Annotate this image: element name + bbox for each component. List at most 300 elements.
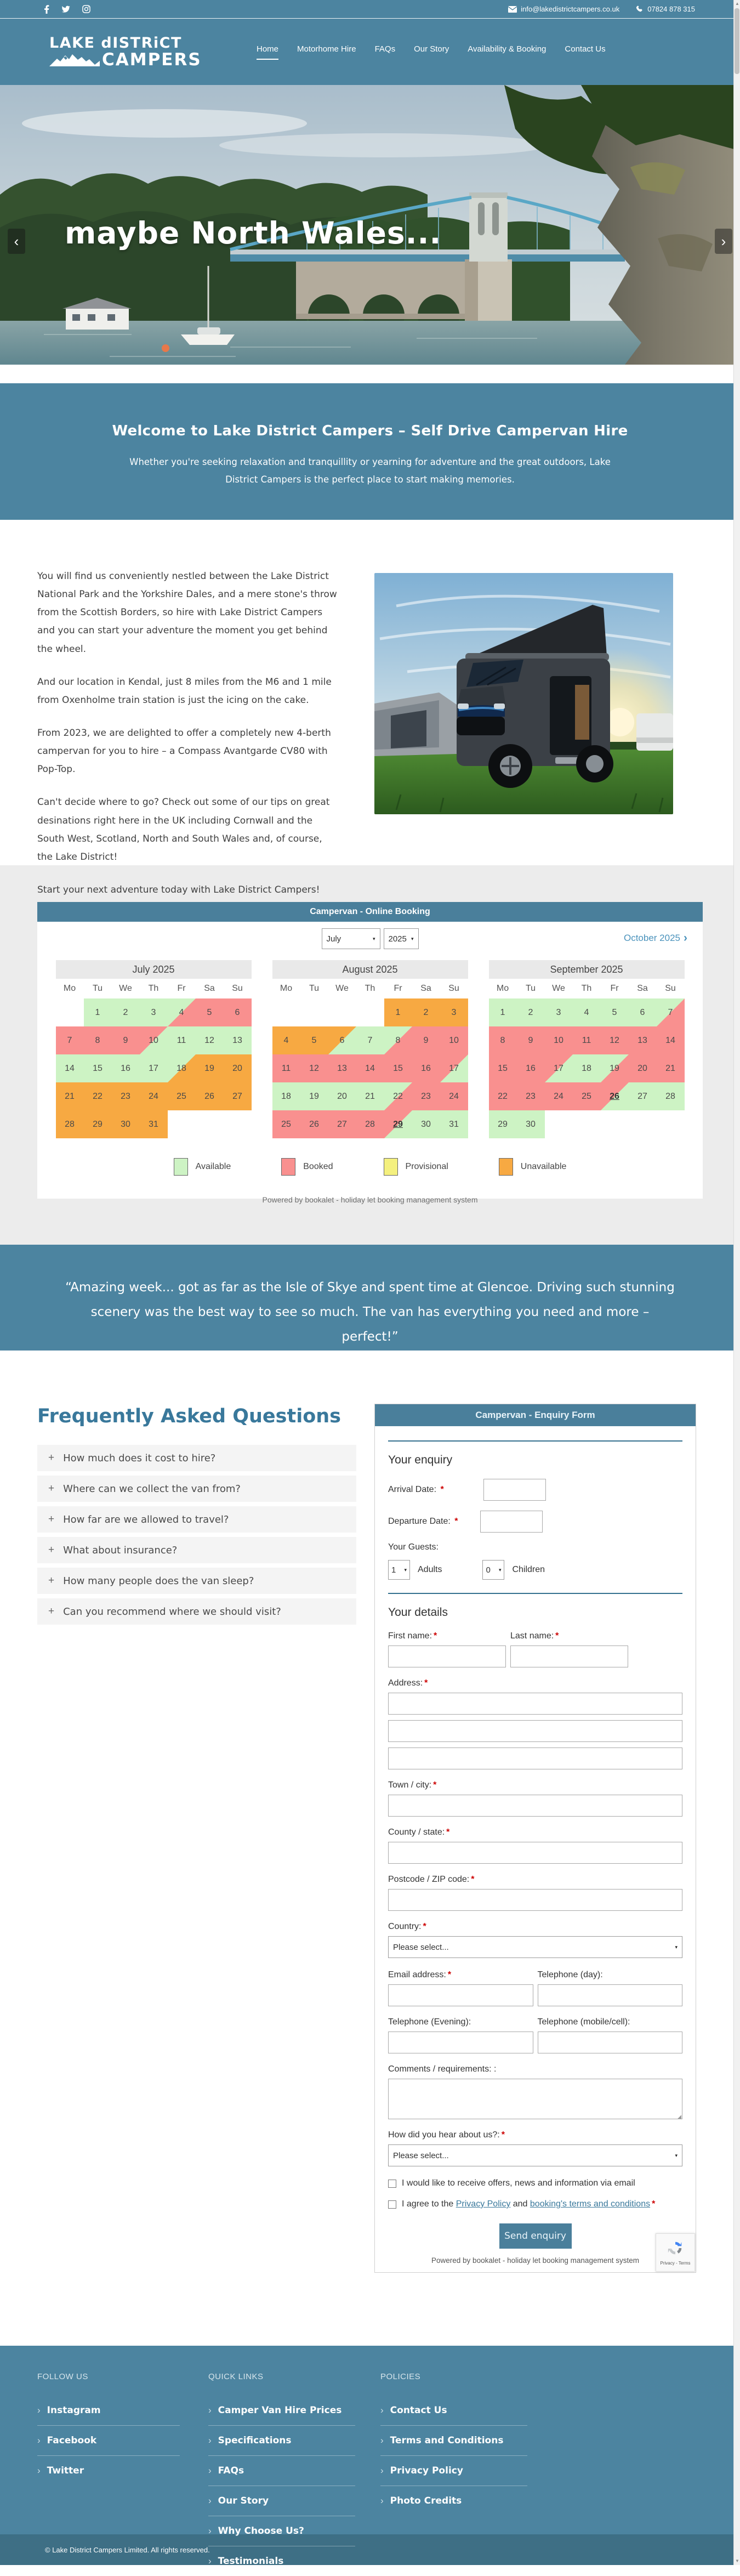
booking-widget [37,902,703,1204]
calendar-day-9: 9 [112,1026,140,1054]
legend-swatch-booked [281,1158,295,1176]
scrollbar-thumb[interactable] [735,8,739,74]
envelope-icon [508,6,517,13]
footer-link-label: Privacy Policy [390,2465,463,2476]
calendar-day-11: 11 [272,1054,300,1082]
footer-column-policies [380,2372,527,2534]
calendar-day-30: 30 [112,1110,140,1138]
day-header: Sa [420,984,431,993]
calendar-day-20: 20 [224,1054,252,1082]
day-header: Tu [525,984,536,993]
calendar-day-19: 19 [300,1082,328,1110]
chevron-right-icon: › [37,2465,41,2476]
hero-prev-button[interactable] [8,229,25,254]
children-label: Children [512,1565,545,1574]
faq-item[interactable] [37,1568,356,1594]
calendar-day-headers [56,979,252,998]
calendar-day-18: 18 [168,1054,196,1082]
phone-icon [636,5,644,13]
footer-bottom-bar [0,2534,740,2565]
last-name-label: Last name: * [510,1631,559,1641]
send-enquiry-button[interactable]: Send enquiry [499,2223,572,2249]
calendar-day-22: 22 [84,1082,112,1110]
day-header: Su [665,984,676,993]
day-header: Fr [610,984,619,993]
mountain-icon [49,52,100,69]
day-header: Mo [280,984,293,993]
calendar-day-2: 2 [112,998,140,1026]
legend-label: Unavailable [520,1162,567,1171]
form-powered-by-text: Powered by bookalet - holiday let booking management system [431,2256,639,2265]
plus-icon: + [48,1452,55,1463]
footer-column-follow-us [37,2372,180,2534]
email-label: Email address: * [388,1970,452,1979]
calendar-day-4: 4 [168,998,196,1026]
calendar-day-30: 30 [517,1110,545,1138]
footer-link-why-choose-us-[interactable] [208,2516,355,2546]
scrollbar-down-arrow[interactable]: ▼ [735,2558,739,2563]
plus-icon: + [48,1483,55,1494]
calendar-month-title: September 2025 [489,960,685,979]
calendar-day-28: 28 [657,1082,685,1110]
calendar-day-8: 8 [84,1026,112,1054]
calendar-day-6: 6 [328,1026,356,1054]
calendar-day-empty [196,1110,224,1138]
faq-heading: Frequently Asked Questions [37,1405,341,1427]
logo-line2: CAMPERS [102,49,202,70]
social-links [44,5,90,14]
footer-link-our-story[interactable] [208,2486,355,2516]
chevron-right-icon: › [208,2435,212,2446]
day-header: Su [448,984,459,993]
instagram-icon[interactable] [82,5,90,13]
footer-link-camper-van-hire-prices[interactable] [208,2396,355,2425]
testimonial-section [0,1245,740,1351]
faq-item[interactable] [37,1476,356,1502]
calendar-day-29: 29 [489,1110,517,1138]
calendar-day-25: 25 [272,1110,300,1138]
calendar-day-30: 30 [412,1110,440,1138]
faq-and-enquiry-section [0,1351,740,2346]
month-select[interactable] [322,928,380,949]
address-label: Address: * [388,1678,428,1688]
adults-select[interactable]: 1 ▾ [388,1560,410,1580]
legend-item-provisional [384,1158,448,1176]
address-line3-input[interactable] [388,1747,682,1769]
calendar-day-empty [545,1110,573,1138]
calendar-day-22: 22 [384,1082,412,1110]
calendar-day-empty [601,1110,629,1138]
hear-about-label: How did you hear about us?: * [388,2130,505,2140]
section-your-enquiry: Your enquiry [388,1454,453,1466]
chevron-right-icon: › [684,932,687,944]
copyright-text: © Lake District Campers Limited. All rights reserved. [45,2545,210,2554]
calendar-day-17: 17 [440,1054,468,1082]
about-paragraph: Can't decide where to go? Check out some of our tips on great desinations right here in the UK including Cornwall and the South West, Scotland, North and South Wales and, of course, the Lake District! [37,797,330,863]
footer-link-label: Twitter [47,2465,84,2476]
footer-link-photo-credits[interactable] [380,2486,527,2516]
last-name-input[interactable] [510,1646,628,1667]
nav-item-motorhome-hire[interactable]: Motorhome Hire [297,44,356,54]
calendar-day-25: 25 [573,1082,601,1110]
day-header: Sa [204,984,215,993]
chevron-down-icon: ▾ [675,2152,678,2158]
postcode-input[interactable] [388,1889,682,1911]
calendar-day-18: 18 [573,1054,601,1082]
agree-checkbox-label: I agree to the Privacy Policy and booking's terms and conditions * [402,2199,656,2209]
telephone-mobile-input[interactable] [538,2032,683,2053]
faq-item[interactable] [37,1598,356,1625]
comments-textarea[interactable] [388,2079,682,2119]
hero-next-button[interactable] [715,229,732,254]
calendar-day-2: 2 [412,998,440,1026]
footer-column-heading: FOLLOW US [37,2372,88,2381]
calendar-day-27: 27 [224,1082,252,1110]
calendar-day-20: 20 [629,1054,657,1082]
plus-icon: + [48,1544,55,1556]
calendar-day-empty [356,998,384,1026]
calendar-day-5: 5 [300,1026,328,1054]
children-select[interactable]: 0 ▾ [482,1560,504,1580]
departure-date-label: Departure Date: * [388,1517,458,1526]
faq-question-text: How far are we allowed to travel? [63,1513,229,1525]
chevron-right-icon: › [380,2435,384,2446]
calendar-day-31: 31 [440,1110,468,1138]
year-select-value: 2025 [388,934,407,944]
campervan-photo [374,573,673,814]
calendar-day-12: 12 [601,1026,629,1054]
calendar-day-17: 17 [140,1054,168,1082]
legend-item-available [174,1158,231,1176]
calendar-day-23: 23 [517,1082,545,1110]
powered-by-text: Powered by bookalet - holiday let booking management system [262,1195,478,1204]
footer-link-facebook[interactable] [37,2425,180,2455]
email-input[interactable] [388,1984,533,2006]
footer-link-testimonials[interactable] [208,2546,355,2576]
calendar-day-24: 24 [140,1082,168,1110]
calendar-day-26: 26 [196,1082,224,1110]
chevron-right-icon: › [380,2495,384,2506]
footer-link-label: Specifications [218,2435,292,2446]
comments-label: Comments / requirements: : [388,2064,497,2074]
email-link[interactable] [508,5,619,13]
booking-title: Campervan - Online Booking [37,902,703,922]
calendar-day-24: 24 [440,1082,468,1110]
chevron-right-icon: › [721,232,726,249]
telephone-mobile-label: Telephone (mobile/cell): [537,2017,630,2027]
calendar-day-6: 6 [224,998,252,1026]
legend-swatch-provisional [384,1158,398,1176]
calendar-day-15: 15 [84,1054,112,1082]
faq-question-text: Where can we collect the van from? [63,1483,241,1495]
calendar-day-16: 16 [412,1054,440,1082]
enquiry-form-title: Campervan - Enquiry Form [375,1404,696,1426]
about-paragraph: You will find us conveniently nestled between the Lake District National Park and the Yorkshire Dales, and a mere stone's throw from the Scottish Borders, so hire with Lake District Campers and you can start your adventure the moment you get behind the wheel. [37,571,337,655]
faq-item[interactable] [37,1445,356,1471]
legend-label: Available [195,1162,231,1171]
calendar-day-14: 14 [356,1054,384,1082]
telephone-evening-input[interactable] [388,2032,533,2053]
chevron-down-icon: ▾ [411,935,414,941]
calendar-day-28: 28 [356,1110,384,1138]
day-header: We [119,984,132,993]
recaptcha-badge[interactable] [656,2233,695,2272]
main-nav [0,19,740,85]
faq-question-text: What about insurance? [63,1544,178,1556]
site-logo[interactable] [49,36,208,69]
legend-label: Provisional [405,1162,448,1171]
calendar-day-25: 25 [168,1082,196,1110]
calendar-day-empty [629,1110,657,1138]
email-text: info@lakedistrictcampers.co.uk [521,5,620,13]
footer-link-privacy-policy[interactable] [380,2455,527,2486]
chevron-right-icon: › [208,2495,212,2506]
county-input[interactable] [388,1842,682,1864]
calendar-day-10: 10 [140,1026,168,1054]
availability-calendars [37,960,703,1138]
offers-checkbox[interactable] [388,2180,396,2188]
calendar-grid [272,998,468,1138]
nav-item-home[interactable]: Home [257,44,278,60]
footer-column-heading: POLICIES [380,2372,421,2381]
next-months-link[interactable] [624,932,687,945]
calendar-day-13: 13 [629,1026,657,1054]
day-header: Fr [177,984,186,993]
faq-question-text: How many people does the van sleep? [63,1575,254,1587]
day-header: Sa [637,984,648,993]
calendar-day-empty [224,1110,252,1138]
legend-swatch-unavailable [499,1158,513,1176]
calendar-day-3: 3 [140,998,168,1026]
chevron-down-icon: ▾ [372,935,375,941]
faq-item[interactable] [37,1537,356,1563]
phone-text: 07824 878 315 [647,5,695,13]
calendar-day-22: 22 [489,1082,517,1110]
calendar-day-1: 1 [84,998,112,1026]
section-your-details: Your details [388,1606,448,1619]
chevron-right-icon: › [208,2465,212,2476]
calendar-day-8: 8 [384,1026,412,1054]
postcode-label: Postcode / ZIP code: * [388,1875,475,1884]
calendar-day-13: 13 [224,1026,252,1054]
calendar-day-19: 19 [601,1054,629,1082]
calendar-day-26: 26 [601,1082,629,1110]
about-paragraph: And our location in Kendal, just 8 miles from the M6 and 1 mile from Oxenholme train station is just the icing on the cake. [37,676,332,706]
calendar-day-15: 15 [489,1054,517,1082]
calendar-day-3: 3 [545,998,573,1026]
arrival-date-label: Arrival Date: * [388,1485,444,1494]
calendar-day-1: 1 [384,998,412,1026]
faq-question-text: How much does it cost to hire? [63,1452,216,1464]
country-select[interactable]: Please select... ▾ [388,1936,682,1958]
day-header: We [552,984,565,993]
footer-link-specifications[interactable] [208,2425,355,2455]
calendar-day-15: 15 [384,1054,412,1082]
day-header: Tu [309,984,320,993]
footer-link-label: Why Choose Us? [218,2526,304,2537]
privacy-policy-link[interactable]: Privacy Policy [456,2199,511,2209]
footer-link-faqs[interactable] [208,2455,355,2486]
chevron-right-icon: › [208,2556,212,2566]
testimonial-text: “Amazing week... got as far as the Isle of Skye and spent time at Glencoe. Driving such stunning scenery was the best way to see so much. The van has everything you need and more – perfect!” [65,1280,675,1344]
footer-link-label: Terms and Conditions [390,2435,504,2446]
chevron-down-icon: ▾ [498,1567,502,1573]
legend-label: Booked [303,1162,333,1171]
calendar-day-14: 14 [657,1026,685,1054]
calendar-day-11: 11 [573,1026,601,1054]
calendar-day-empty [328,998,356,1026]
arrival-date-input[interactable] [483,1479,546,1501]
welcome-section [0,383,740,520]
terms-link[interactable]: booking's terms and conditions [530,2199,651,2209]
guests-label: Your Guests: [388,1542,439,1552]
calendar-day-empty [300,998,328,1026]
calendar-day-9: 9 [412,1026,440,1054]
calendar-day-16: 16 [112,1054,140,1082]
hero-caption: maybe North Wales... [65,215,442,251]
address-line1-input[interactable] [388,1693,682,1715]
calendar-day-empty [272,998,300,1026]
calendar-day-12: 12 [300,1054,328,1082]
calendar-day-3: 3 [440,998,468,1026]
footer-link-label: Camper Van Hire Prices [218,2405,342,2416]
calendar-august-2025 [272,960,468,1138]
calendar-day-9: 9 [517,1026,545,1054]
contact-info [508,5,695,13]
calendar-day-headers [272,979,468,998]
recaptcha-icon [667,2240,684,2259]
calendar-legend [37,1158,703,1176]
calendar-day-11: 11 [168,1026,196,1054]
footer-link-terms-and-conditions[interactable] [380,2425,527,2455]
footer-link-label: FAQs [218,2465,244,2476]
telephone-day-label: Telephone (day): [537,1970,603,1979]
chevron-right-icon: › [37,2405,41,2415]
calendar-july-2025 [56,960,252,1138]
town-input[interactable] [388,1795,682,1817]
about-text [37,520,340,895]
calendar-day-23: 23 [412,1082,440,1110]
hero-slider [0,85,740,365]
nav-item-our-story[interactable]: Our Story [414,44,449,54]
first-name-input[interactable] [388,1646,506,1667]
address-line2-input[interactable] [388,1720,682,1742]
calendar-day-21: 21 [356,1082,384,1110]
chevron-left-icon: ‹ [14,232,19,249]
calendar-day-2: 2 [517,998,545,1026]
plus-icon: + [48,1605,55,1617]
calendar-day-empty [573,1110,601,1138]
calendar-day-28: 28 [56,1110,84,1138]
faq-question-text: Can you recommend where we should visit? [63,1605,281,1618]
footer-link-contact-us[interactable] [380,2396,527,2425]
calendar-day-21: 21 [657,1054,685,1082]
chevron-down-icon: ▾ [404,1567,407,1573]
chevron-right-icon: › [37,2435,41,2446]
footer-link-twitter[interactable] [37,2455,180,2486]
calendar-day-23: 23 [112,1082,140,1110]
day-header: Tu [92,984,103,993]
footer-link-label: Instagram [47,2405,101,2416]
chevron-down-icon: ▾ [675,1944,678,1950]
chevron-right-icon: › [380,2465,384,2476]
calendar-grid [489,998,685,1138]
telephone-day-input[interactable] [538,1984,683,2006]
calendar-day-8: 8 [489,1026,517,1054]
footer-link-label: Our Story [218,2495,269,2506]
day-header: Su [232,984,243,993]
top-bar [0,0,740,19]
calendar-day-12: 12 [196,1026,224,1054]
calendar-day-5: 5 [601,998,629,1026]
calendar-day-7: 7 [657,998,685,1026]
chevron-right-icon: › [208,2405,212,2415]
county-label: County / state: * [388,1828,450,1837]
nav-item-availability-booking[interactable]: Availability & Booking [468,44,547,54]
hear-about-select[interactable]: Please select... ▾ [388,2144,682,2166]
town-label: Town / city: * [388,1780,437,1790]
page-scrollbar[interactable] [733,0,740,2565]
plus-icon: + [48,1513,55,1525]
first-name-label: First name: * [388,1631,437,1641]
calendar-day-29: 29 [384,1110,412,1138]
plus-icon: + [48,1575,55,1586]
facebook-icon[interactable] [44,5,49,14]
chevron-right-icon: › [380,2405,384,2415]
day-header: Fr [394,984,402,993]
calendar-day-31: 31 [140,1110,168,1138]
agree-checkbox[interactable] [388,2200,396,2209]
departure-date-input[interactable] [480,1511,543,1533]
nav-item-faqs[interactable]: FAQs [374,44,396,54]
calendar-day-19: 19 [196,1054,224,1082]
next-months-label: October 2025 [623,933,680,943]
calendar-day-4: 4 [573,998,601,1026]
calendar-day-20: 20 [328,1082,356,1110]
calendar-day-10: 10 [545,1026,573,1054]
faq-list [37,1445,356,1625]
country-label: Country: * [388,1922,426,1931]
day-header: We [335,984,349,993]
legend-item-booked [281,1158,333,1176]
logo-line1: LAKE dISTRiCT [49,34,182,52]
booking-section [0,865,740,1245]
legend-swatch-available [174,1158,188,1176]
calendar-day-14: 14 [56,1054,84,1082]
calendar-day-18: 18 [272,1082,300,1110]
calendar-month-title: August 2025 [272,960,468,979]
twitter-icon[interactable] [61,5,70,13]
calendar-day-24: 24 [545,1082,573,1110]
day-header: Mo [496,984,509,993]
calendar-september-2025 [489,960,685,1138]
footer-link-instagram[interactable] [37,2396,180,2425]
calendar-month-title: July 2025 [56,960,252,979]
nav-item-contact-us[interactable]: Contact Us [565,44,606,54]
footer-column-quick-links [208,2372,355,2567]
calendar-day-26: 26 [300,1110,328,1138]
about-paragraph: From 2023, we are delighted to offer a completely new 4-berth campervan for you to hire – a Compass Avantgarde CV80 with Pop-Top. [37,727,331,775]
faq-item[interactable] [37,1506,356,1533]
year-select[interactable] [384,928,419,949]
phone-link[interactable] [636,5,695,13]
month-select-value: July [326,934,341,944]
calendar-day-27: 27 [328,1110,356,1138]
calendar-day-29: 29 [84,1110,112,1138]
calendar-day-4: 4 [272,1026,300,1054]
calendar-day-1: 1 [489,998,517,1026]
scrollbar-up-arrow[interactable]: ▲ [735,1,739,6]
